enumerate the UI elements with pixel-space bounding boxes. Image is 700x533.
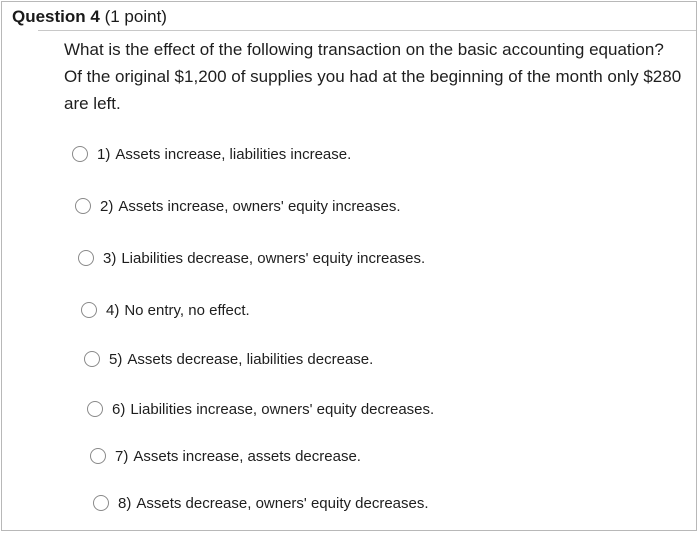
answer-option-7[interactable] [90, 445, 361, 467]
option-number: 2) [100, 197, 114, 215]
answer-option-5[interactable] [84, 348, 373, 370]
option-label: Liabilities increase, owners' equity decreases. [130, 400, 435, 418]
header-divider [38, 30, 696, 31]
radio-button-icon[interactable] [81, 302, 97, 318]
option-label: Assets decrease, liabilities decrease. [127, 350, 374, 368]
option-number: 5) [109, 350, 123, 368]
option-label: Assets decrease, owners' equity decreases. [136, 494, 429, 512]
radio-button-icon[interactable] [90, 448, 106, 464]
question-panel [1, 1, 697, 531]
answer-option-4[interactable] [81, 299, 250, 321]
answer-option-8[interactable] [93, 492, 429, 514]
question-header [12, 7, 167, 27]
answer-option-1[interactable] [72, 143, 351, 165]
option-label: Assets increase, assets decrease. [133, 447, 361, 465]
option-number: 6) [112, 400, 126, 418]
option-label: Assets increase, owners' equity increases. [118, 197, 401, 215]
option-label: Liabilities decrease, owners' equity increases. [121, 249, 426, 267]
radio-button-icon[interactable] [87, 401, 103, 417]
radio-button-icon[interactable] [78, 250, 94, 266]
answer-option-3[interactable] [78, 247, 425, 269]
answer-option-6[interactable] [87, 398, 434, 420]
option-number: 7) [115, 447, 129, 465]
question-title: Question 4 [12, 7, 100, 26]
option-label: Assets increase, liabilities increase. [115, 145, 352, 163]
radio-button-icon[interactable] [72, 146, 88, 162]
option-label: No entry, no effect. [124, 301, 250, 319]
radio-button-icon[interactable] [75, 198, 91, 214]
radio-button-icon[interactable] [93, 495, 109, 511]
answer-option-2[interactable] [75, 195, 401, 217]
question-points: (1 point) [104, 7, 167, 26]
radio-button-icon[interactable] [84, 351, 100, 367]
question-text: What is the effect of the following transaction on the basic accounting equation? Of the original $1,200 of supplies you had at the beginning of the month only $280 are left. [64, 40, 682, 113]
option-number: 8) [118, 494, 132, 512]
option-number: 3) [103, 249, 117, 267]
option-number: 4) [106, 301, 120, 319]
option-number: 1) [97, 145, 111, 163]
